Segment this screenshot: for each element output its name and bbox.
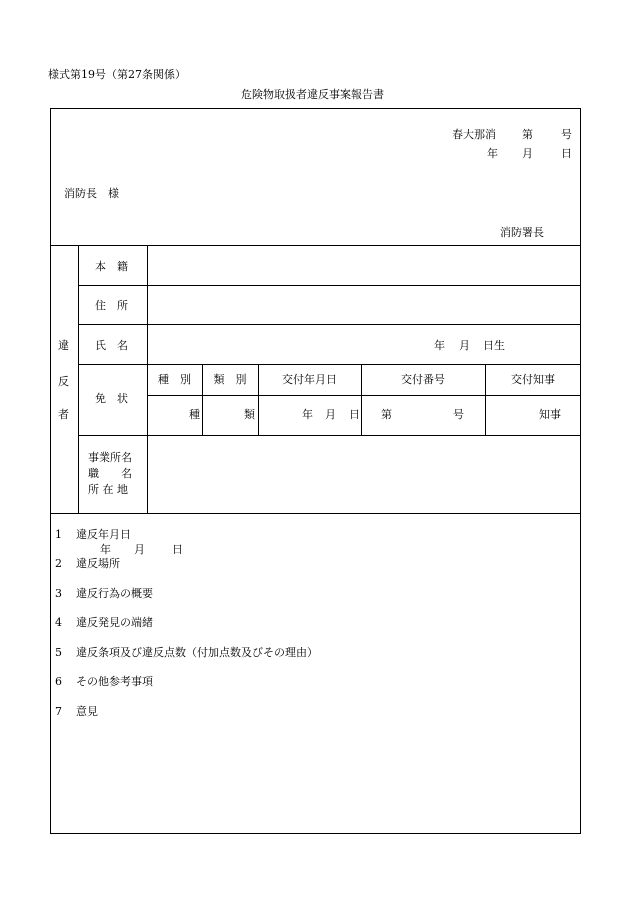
addressee: 消防長 様 [64,187,119,200]
label-honseki: 本 籍 [95,260,128,273]
item-4-label: 違反発見の端緒 [76,616,153,629]
license-date-nen: 年 [302,408,313,421]
header-date-hi: 日 [561,147,572,160]
header-date-tsuki: 月 [522,147,533,160]
item-5-label: 違反条項及び違反点数（付加点数及びその理由） [76,646,318,659]
label-jusho: 住 所 [95,299,128,312]
license-shu: 種 [189,408,200,421]
item-7-label: 意見 [76,705,98,718]
license-number-go: 号 [453,408,464,421]
divider-side-label [78,245,79,513]
ref-prefix: 春大那消 [452,128,496,141]
item-5-number: 5 [55,646,62,659]
sender: 消防署長 [500,226,544,239]
license-header-ruibetsu: 類 別 [213,373,247,386]
divider-jusho [78,324,581,325]
divider-license [78,435,581,436]
label-office-address: 所 在 地 [88,483,128,496]
item-3-number: 3 [55,587,62,600]
divider-violator [50,513,581,514]
item-3-label: 違反行為の概要 [76,587,153,600]
license-rui: 類 [244,408,255,421]
ref-go: 号 [561,128,572,141]
license-header-date: 交付年月日 [282,373,337,386]
item-1-date-hi: 日 [172,543,183,556]
item-7-number: 7 [55,705,62,718]
item-6-number: 6 [55,675,62,688]
divider-shimei [78,364,581,365]
divider-license-header [147,395,581,396]
item-4-number: 4 [55,616,62,629]
ref-dai: 第 [522,128,533,141]
license-date-tsuki: 月 [325,408,336,421]
label-job-title: 職 名 [88,467,132,480]
license-header-shubetsu: 種 別 [158,373,191,386]
license-date-hi: 日 [349,408,360,421]
license-header-number: 交付番号 [401,373,445,386]
form-number: 様式第19号（第27条関係） [48,68,186,81]
item-2-number: 2 [55,557,62,570]
item-1-date-nen: 年 [100,543,111,556]
label-shimei: 氏 名 [95,339,128,352]
item-1-date-tsuki: 月 [134,543,145,556]
side-label-char-3: 者 [58,408,69,421]
label-office-name: 事業所名 [88,451,132,464]
birth-tsuki: 月 [459,339,470,352]
item-1-number: 1 [55,528,62,541]
item-6-label: その他参考事項 [76,675,153,688]
item-1-label: 違反年月日 [76,528,131,541]
divider-honseki [78,285,581,286]
license-governor: 知事 [539,408,561,421]
page-title: 危険物取扱者違反事案報告書 [241,88,384,101]
item-2-label: 違反場所 [76,557,120,570]
side-label-char-1: 違 [58,339,69,352]
birth-hi: 日生 [483,339,505,352]
license-header-governor: 交付知事 [511,373,555,386]
side-label-char-2: 反 [58,375,69,388]
birth-nen: 年 [434,339,445,352]
label-license: 免 状 [95,392,128,405]
divider-header [50,245,581,246]
license-number-dai: 第 [381,408,392,421]
header-date-nen: 年 [487,147,498,160]
